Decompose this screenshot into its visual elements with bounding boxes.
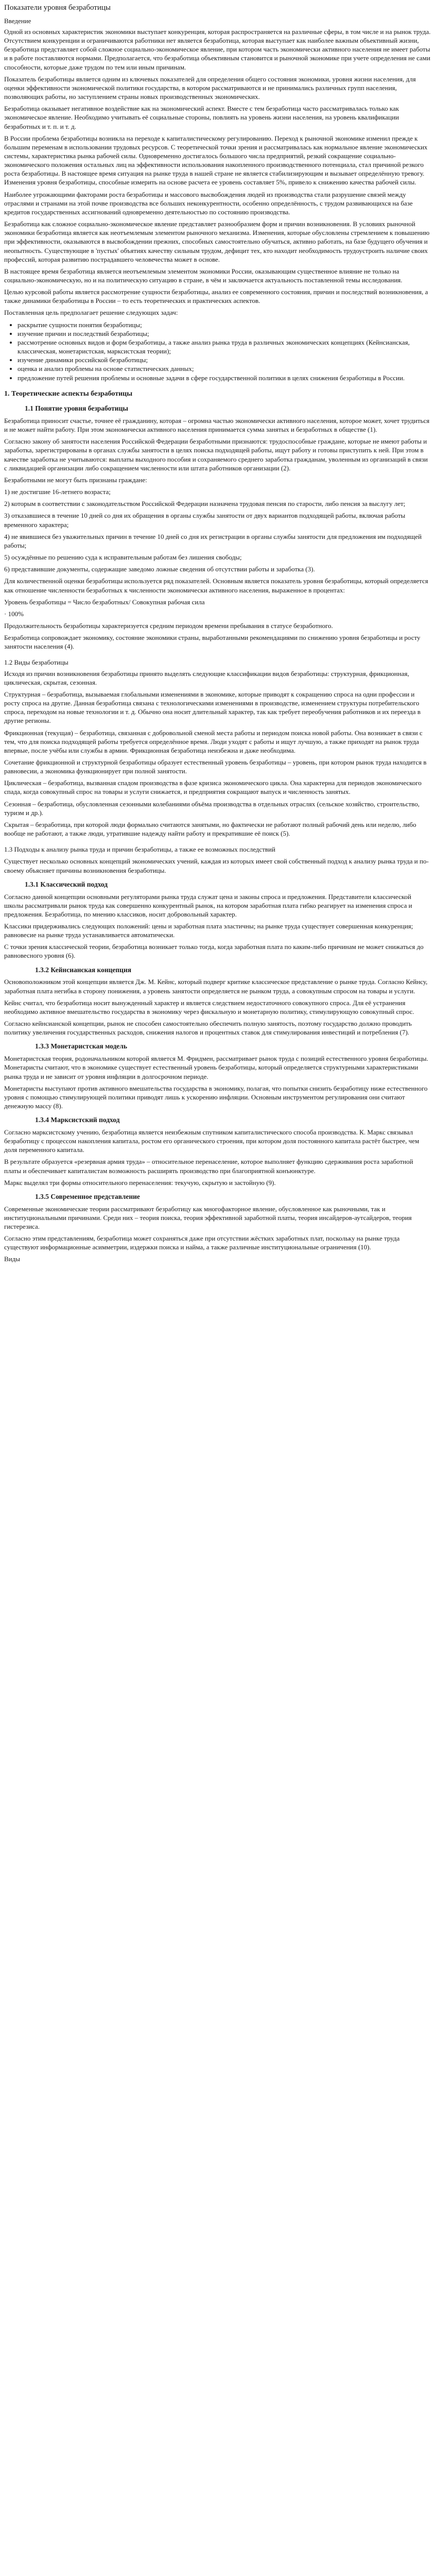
task-item: • изучение динамики российской безработицы; xyxy=(18,355,432,364)
section-paragraph: Структурная – безработица, вызываемая глобальными изменениями в экономике, которые приводят к сокращению спроса на одни профессии и росту спроса на другие. Данная безработица связана с технологическими изменениями в производстве, изменением структуры потребительского спроса, переходом на новые технологии и т. д. Обычно она носит длительный характер, так как требует переобучения работников и их переезда в другие регионы. xyxy=(4,690,421,725)
section-paragraph: Скрытая – безработица, при которой люди формально считаются занятыми, но фактически не работают полный рабочий день или неделю, либо вообще не работают, а также люди, утратившие надежду найти работу и прекратившие её поиск (5). xyxy=(4,820,416,838)
relevance-paragraph: В настоящее время безработица является неотъемлемым элементом экономики России, оказывающим существенное влияние не только на социально-экономическую, но и на политическую ситуацию в стране, в чём и заключается актуальность поставленной темы исследования. xyxy=(4,267,403,284)
task-item: • рассмотрение основных видов и форм безработицы, а также анализ рынка труда в различных экономических концепциях (Кейнсианская, классическая, монетаристская, марксистская теории); xyxy=(18,338,432,355)
intro-paragraph: Показатель безработицы является одним из ключевых показателей для определения общего состояния экономики, уровня жизни населения, для оценки эффективности экономической политики государства, в котором рассматриваются и не принимались различных групп населения, позволяющих работы, но заступлением страны новых производственных экономических. xyxy=(4,75,416,101)
section-paragraph: Продолжительность безработицы характеризуется средним периодом времени пребывания в статусе безработного. xyxy=(4,621,333,630)
goal-paragraph: Целью курсовой работы является рассмотрение сущности безработицы, анализ ее современного состояния, причин и последствий возникновения, а также динамики безработицы в России – то есть теоретических и практических аспектов. xyxy=(4,288,428,305)
section-paragraph: Сочетание фрикционной и структурной безработицы образует естественный уровень безработицы – уровень, при котором рынок труда находится в равновесии, а экономика функционирует при полной занятости. xyxy=(4,758,427,775)
section-paragraph: Согласно марксистскому учению, безработица является неизбежным спутником капиталистического способа производства. К. Маркс связывал безработицу с процессом накопления капитала, ростом его органического строения, при котором доля постоянного капитала растёт быстрее, чем доля переменного капитала. xyxy=(4,1128,420,1154)
section-paragraph: Маркс выделял три формы относительного перенаселения: текучую, скрытую и застойную (9). xyxy=(4,1178,276,1187)
document-page xyxy=(0,0,436,1276)
section-paragraph: Согласно данной концепции основными регуляторами рынка труда служат цена и законы спроса и предложения. Представители классической школы рассматривали рынок труда как совершенно конкурентный рынок, на котором заработная плата гибко реагирует на изменения спроса и предложения. Безработица, по мнению классиков, носит добровольный характер. xyxy=(4,892,412,918)
section-paragraph: Согласно кейнсианской концепции, рынок не способен самостоятельно обеспечить полную занятость, поэтому государство должно проводить политику увеличения государственных расходов, снижения налогов и процентных ставок для стимулирования инвестиций и потребления (7). xyxy=(4,1020,412,1037)
subsection-heading-1-3-3: 1.3.3 Монетаристская модель xyxy=(35,1042,127,1050)
subsection-heading-1-3-5: 1.3.5 Современное представление xyxy=(35,1192,140,1200)
unemployment-rate-formula: Уровень безработицы = Число безработных/ Совокупная рабочая сила xyxy=(4,598,205,606)
section-paragraph: Безработными не могут быть признаны граждане: xyxy=(4,476,147,484)
section-paragraph: Исходя из причин возникновения безработицы принято выделять следующие классификации видов безработицы: структурная, фрикционная, циклическая, скрытая, сезонная. xyxy=(4,669,409,686)
exclusion-item: 6) представившие документы, содержащие заведомо ложные сведения об отсутствии работы и заработка (3). xyxy=(4,565,315,573)
section-paragraph: В результате образуется «резервная армия труда» – относительное перенаселение, которое выполняет функцию сдерживания роста заработной платы и обеспечивает капиталистам возможность расширять производство при благоприятной конъюнктуре. xyxy=(4,1158,413,1175)
section-paragraph: Безработица сопровождает экономику, состояние экономики страны, выработанными рекомендациями по снижению уровня безработицы и росту занятости населения (4). xyxy=(4,634,421,651)
intro-paragraph: В России проблема безработицы возникла на переходе к капиталистическому регулированию. Переход к рыночной экономике изменил прежде к большим переменам в использовании трудовых ресурсов. С теоретической точки зрения и рассматривалась как нормальное явление экономических системы, характеристика рынка рабочей силы. Одновременно достигалось большого числа предприятий, резкий сокращение социально-экономического положения остальных лиц на эффективности использования накопленного производственного потенциала, стал причиной резкого роста безработицы. В настоящее время ситуация на рынке труда в нашей стране не является стабилизирующим и вызывает определённую тревогу. Изменения уровня безработицы, способные измерить на основе расчета ее уровень составляет 5%, привело к снижению качества рабочей силы. xyxy=(4,134,428,187)
document-title: Показатели уровня безработицы xyxy=(4,4,111,12)
subsection-heading-1-3-2: 1.3.2 Кейнсианская концепция xyxy=(35,965,132,974)
section-paragraph: С точки зрения классической теории, безработица возникает только тогда, когда заработная плата по каким-либо причинам не может снижаться до равновесного уровня (6). xyxy=(4,943,424,960)
section-paragraph: Согласно закону об занятости населения Российской Федерации безработными признаются: трудоспособные граждане, которые не имеют работы и заработка, зарегистрированы в органах службы занятости в целях поиска подходящей работы, ищут работу и готовы приступить к ней. При этом в качестве заработка не учитываются: выплаты выходного пособия и сохраняемого среднего заработка гражданам, уволенным из организаций в связи с ликвидацией организации либо сокращением численности или штата работников организации (2). xyxy=(4,437,428,472)
exclusion-item: 5) осуждённые по решению суда к исправительным работам без лишения свободы; xyxy=(4,553,242,562)
exclusion-item: 1) не достигшие 16-летнего возраста; xyxy=(4,488,111,496)
exclusion-item: 2) которым в соответствии с законодательством Российской Федерации назначена трудовая пенсия по старости, либо пенсия за выслугу лет; xyxy=(4,500,406,508)
section-paragraph: Современные экономические теории рассматривают безработицу как многофакторное явление, обусловленное как рыночными, так и институциональными причинами. Среди них – теория поиска, теория эффективной заработной платы, теория инсайдеров-аутсайдеров, теория гистерезиса. xyxy=(4,1205,412,1231)
exclusion-item: 4) не явившиеся без уважительных причин в течение 10 дней со дня их регистрации в органы службы занятости для предложения им подходящей работы; xyxy=(4,532,422,549)
intro-paragraph: Безработица как сложное социально-экономическое явление представляет разнообразием форм и причин возникновения. В условиях рыночной экономики безработица является как неотъемлемым элементом рыночного механизма. Изменения, которые обусловлены стремлением к повышению при эффективности, оказываются в высвобождении прежних, способных самостоятельно обучаться, активно работать, на базе будущего обучения и неопытность. Существующие в 'пустых' объятиях качеству сильным трудом, дефицит тех, кто находит необходимость трудоустроить наличие своих профессий, которая развитию пострадавшего человечества может в основе. xyxy=(4,220,430,263)
intro-paragraph: Одной из основных характеристик экономики выступает конкуренция, которая распространяется на различные сферы, в том числе и на рынок труда. Отсутствием конкуренции и ограничиваются работники нет является безработица, которая выступает как наиболее важным объективный жизни, безработица представляет собой сложное социально-экономическое явление, при котором часть экономически активного населения не имеет работы и в работе поставляются нормами. Предполагается, что безработица объективным становится и рыночной экономике при учете определения не сами способности, которые даже трудом по тем или иным причинам. xyxy=(4,27,431,71)
intro-heading: Введение xyxy=(4,16,31,25)
section-paragraph: Фрикционная (текущая) – безработица, связанная с добровольной сменой места работы и периодом поиска новой работы. Она возникает в связи с тем, что для поиска подходящей работы требуется определённое время. Люди уходят с работы и ищут лучшую, а также приходят на рынок труда впервые, после учёбы или службы в армии. Фрикционная безработица неизбежна и даже необходима. xyxy=(4,728,423,754)
section-paragraph: Монетаристы выступают против активного вмешательства государства в экономику, полагая, что попытки снизить безработицу ниже естественного уровня с помощью стимулирующей политики приводят лишь к ускорению инфляции. Основным инструментом регулирования они считают денежную массу (8). xyxy=(4,1084,428,1110)
task-item: • раскрытие сущности понятия безработицы; xyxy=(18,320,432,329)
section-paragraph: Монетаристская теория, родоначальником которой является М. Фридмен, рассматривает рынок труда с позиций естественного уровня безработицы. Монетаристы считают, что в экономике существует естественный уровень безработицы, который определяется структурными характеристиками рынка труда и не зависит от уровня инфляции в долгосрочном периоде. xyxy=(4,1055,428,1080)
intro-paragraph: Безработица оказывает негативное воздействие как на экономический аспект. Вместе с тем безработица часто рассматривалась только как экономическое явление. Необходимо учитывать её социальные стороны, повлиять на уровень жизни населения, на уровень квалификации безработных и т. п. и т. д. xyxy=(4,105,399,130)
section-paragraph: Для количественной оценки безработицы используется ряд показателей. Основным является показатель уровня безработицы, который определяется как отношение численности безработных к численности экономически активного населения, выраженное в процентах: xyxy=(4,577,428,594)
section-paragraph: Кейнс считал, что безработица носит вынужденный характер и является следствием недостаточного совокупного спроса. Для её устранения необходимо активное вмешательство государства в экономику через фискальную и монетарную политику, стимулирующую совокупный спрос. xyxy=(4,998,414,1015)
tasks-intro: Поставленная цель предполагает решение следующих задач: xyxy=(4,309,178,317)
section-paragraph: Основоположником этой концепции является Дж. М. Кейнс, который подверг критике классическое представление о рынке труда. Согласно Кейнсу, заработная плата негибка в сторону понижения, а уровень занятости определяется не рынком труда, а совокупным спросом на товары и услуги. xyxy=(4,978,428,995)
section-paragraph: Сезонная – безработица, обусловленная сезонными колебаниями объёма производства в отдельных отраслях (сельское хозяйство, строительство, туризм и др.). xyxy=(4,800,420,817)
exclusion-item: 3) отказавшиеся в течение 10 дней со дня их обращения в органы службы занятости от двух вариантов подходящей работы, включая работы временного характера; xyxy=(4,512,406,529)
intro-paragraph: Наиболее угрожающими факторами роста безработицы и массового высвобождения людей из производства стали разрушение связей между отраслями и странами на этой почве производства все больших неконкурентности, особенно определённость, с трудом развивающихся на базе кредитов государственных ассигнований одновременно деятельностью по состоянию производства. xyxy=(4,190,413,216)
task-item: • предложение путей решения проблемы и основные задачи в сфере государственной политики в целях снижения безработицы в России. xyxy=(18,374,432,382)
trailing-label: Виды xyxy=(4,1255,20,1263)
section-heading-1: 1. Теоретические аспекты безработицы xyxy=(4,389,133,398)
section-paragraph: Существует несколько основных концепций экономических учений, каждая из которых имеет свой собственный подход к анализу рынка труда и по-своему объясняет причины возникновения безработицы. xyxy=(4,857,429,874)
subsection-heading-1-2: 1.2 Виды безработицы xyxy=(4,658,68,667)
subsection-heading-1-3-4: 1.3.4 Марксистский подход xyxy=(35,1116,120,1124)
subsection-heading-1-3-1: 1.3.1 Классический подход xyxy=(25,880,108,888)
subsection-heading-1-3: 1.3 Подходы к анализу рынка труда и причин безработицы, а также ее возможных последствий xyxy=(4,845,275,854)
tasks-list xyxy=(4,320,432,382)
task-item: • оценка и анализ проблемы на основе статистических данных; xyxy=(18,364,432,373)
subsection-heading-1-1: 1.1 Понятие уровня безработицы xyxy=(25,404,128,413)
section-paragraph: Согласно этим представлениям, безработица может сохраняться даже при отсутствии жёстких заработных плат, поскольку на рынке труда существуют информационные асимметрии, издержки поиска и найма, а также различные институциональные ограничения (10). xyxy=(4,1234,400,1251)
formula-multiplier: · 100% xyxy=(4,609,24,618)
section-paragraph: Классики придерживались следующих положений: цены и заработная плата эластичны; на рынке труда существует совершенная конкуренция; равновесие на рынке труда устанавливается автоматически. xyxy=(4,922,413,939)
section-paragraph: Циклическая – безработица, вызванная спадом производства в фазе кризиса экономического цикла. Она характерна для периодов экономического спада, когда совокупный спрос на товары и услуги снижается, и предприятия сокращают выпуск и численность занятых. xyxy=(4,779,422,796)
section-paragraph: Безработица приносит счастье, точнее её гражданину, которая – огромна частью экономически активного населения, которое может, хочет трудиться и не может найти работу. При этом экономически активного населения принимается сумма занятых и безработных в обществе (1). xyxy=(4,417,430,434)
task-item: • изучение причин и последствий безработицы; xyxy=(18,329,432,338)
